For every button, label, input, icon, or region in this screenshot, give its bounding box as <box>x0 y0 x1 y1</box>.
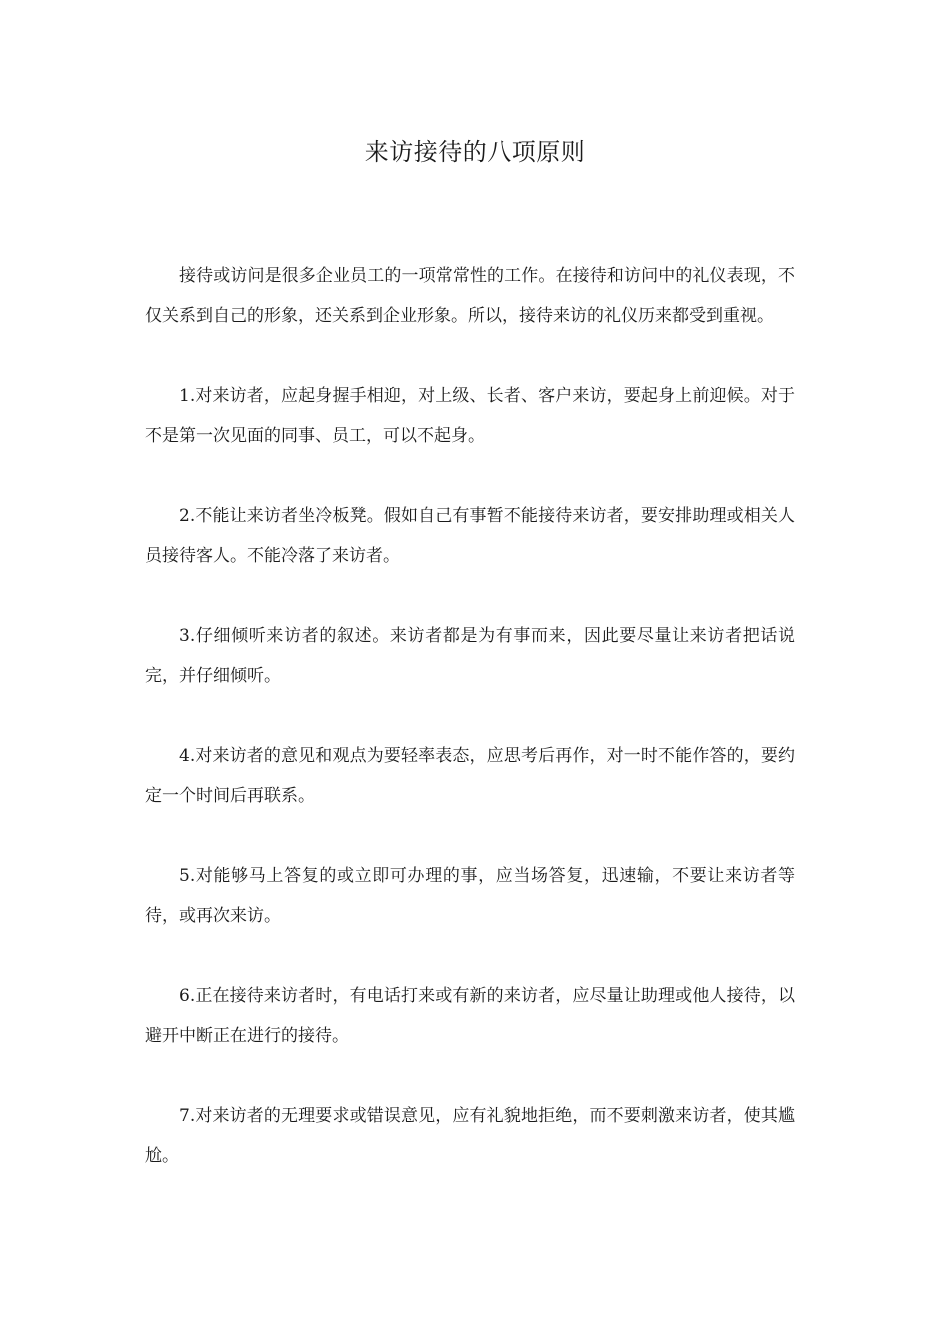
paragraph-rule-1: 1.对来访者，应起身握手相迎，对上级、长者、客户来访，要起身上前迎候。对于不是第一次见面的同事、员工，可以不起身。 <box>145 386 795 446</box>
document-body <box>145 256 795 1216</box>
paragraph-rule-4: 4.对来访者的意见和观点为要轻率表态，应思考后再作，对一时不能作答的，要约定一个时间后再联系。 <box>145 746 795 806</box>
paragraph-rule-5: 5.对能够马上答复的或立即可办理的事，应当场答复，迅速输，不要让来访者等待，或再次来访。 <box>145 866 795 926</box>
paragraph-rule-7: 7.对来访者的无理要求或错误意见，应有礼貌地拒绝，而不要刺激来访者，使其尴尬。 <box>145 1106 795 1166</box>
document-title: 来访接待的八项原则 <box>364 138 586 166</box>
paragraph-rule-6: 6.正在接待来访者时，有电话打来或有新的来访者，应尽量让助理或他人接待，以避开中断正在进行的接待。 <box>145 986 795 1046</box>
paragraph-rule-3: 3.仔细倾听来访者的叙述。来访者都是为有事而来，因此要尽量让来访者把话说完，并仔细倾听。 <box>145 626 795 686</box>
paragraph-rule-2: 2.不能让来访者坐冷板凳。假如自己有事暂不能接待来访者，要安排助理或相关人员接待客人。不能冷落了来访者。 <box>145 506 795 566</box>
paragraph-intro: 接待或访问是很多企业员工的一项常常性的工作。在接待和访问中的礼仪表现，不仅关系到自己的形象，还关系到企业形象。所以，接待来访的礼仪历来都受到重视。 <box>145 266 795 326</box>
